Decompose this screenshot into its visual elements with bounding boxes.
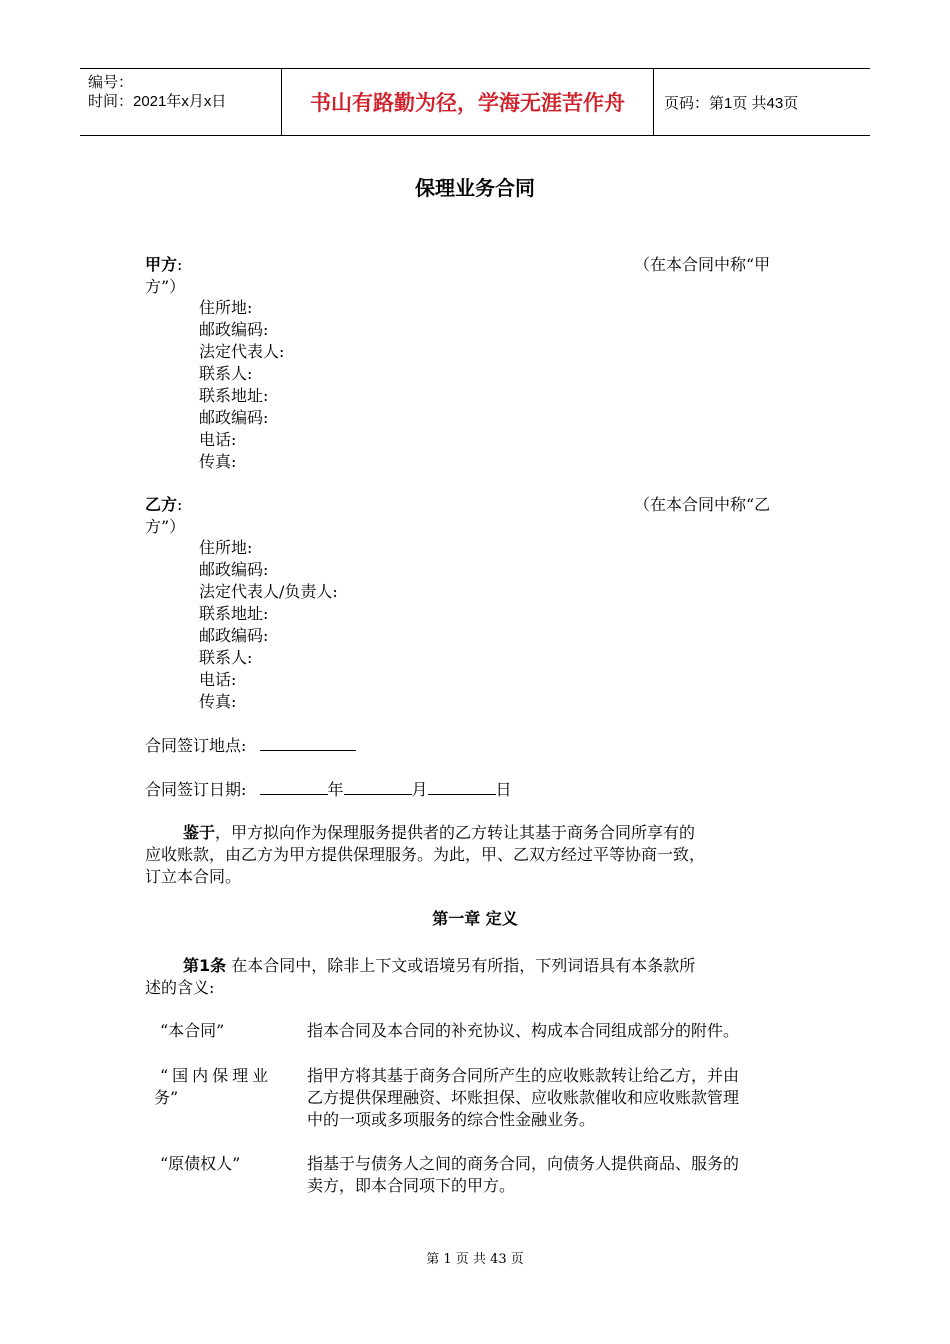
party-a-field: 联系地址: [199, 386, 269, 405]
party-a-heading: 甲方: [145, 255, 183, 274]
signing-place [145, 734, 356, 757]
signing-day-label: 日 [495, 780, 512, 799]
party-a-field: 法定代表人: [199, 342, 285, 361]
signing-place-blank[interactable] [260, 734, 356, 751]
signing-day-blank[interactable] [428, 778, 496, 795]
party-a-field: 联系人: [199, 364, 253, 383]
party-b-field: 邮政编码: [199, 560, 269, 579]
definition-text: 指甲方将其基于商务合同所产生的应收账款转让给乙方，并由 乙方提供保理融资、坏账担保、应收账款催收和应收账款管理 中的一项或多项服务的综合性金融业务。 [307, 1066, 740, 1129]
chapter-heading: 第一章 定义 [432, 909, 518, 928]
signing-place-label: 合同签订地点: [145, 736, 247, 755]
party-a-alias: （在本合同中称“甲 [634, 255, 771, 274]
header-meta [80, 69, 282, 135]
recital-line-3: 订立本合同。 [145, 867, 242, 886]
document-title: 保理业务合同 [415, 176, 535, 200]
signing-month-blank[interactable] [344, 778, 412, 795]
party-b-label: 乙方 [145, 495, 178, 514]
party-b-field: 联系人: [199, 648, 253, 667]
party-a-fields [199, 297, 284, 473]
party-a-field: 邮政编码: [199, 408, 269, 427]
party-b-field: 电话: [199, 670, 237, 689]
party-b-field: 传真: [199, 692, 237, 711]
party-a-alias-cont: 方”） [145, 277, 186, 296]
party-b-fields [199, 537, 338, 713]
definition-text: 指基于与债务人之间的商务合同，向债务人提供商品、服务的 卖方，即本合同项下的甲方。 [307, 1154, 740, 1195]
party-b-field: 邮政编码: [199, 626, 269, 645]
party-a-label: 甲方 [145, 255, 178, 274]
party-b-field: 联系地址: [199, 604, 269, 623]
definition-term: “原债权人” [160, 1154, 241, 1173]
recital-line-1: 鉴于，甲方拟向作为保理服务提供者的乙方转让其基于商务合同所享有的 [183, 823, 696, 842]
definition-term: “本合同” [160, 1021, 225, 1040]
party-a-field: 电话: [199, 430, 237, 449]
article-1-line-1: 第1条 在本合同中，除非上下文或语境另有所指，下列词语具有本条款所 [183, 956, 696, 975]
party-b-alias-cont: 方”） [145, 517, 186, 536]
recital-lead: 鉴于 [183, 823, 216, 842]
signing-month-label: 月 [411, 780, 428, 799]
header-page-info: 页码：第1页 共43页 [664, 94, 799, 112]
party-a-field: 传真: [199, 452, 237, 471]
page-header [80, 68, 870, 136]
signing-year-label: 年 [327, 780, 344, 799]
page-footer: 第 1 页 共 43 页 [426, 1252, 524, 1267]
party-b-heading: 乙方: [145, 495, 183, 514]
party-b-field: 法定代表人/负责人: [199, 582, 338, 601]
signing-year-blank[interactable] [260, 778, 328, 795]
header-motto: 书山有路勤为径，学海无涯苦作舟 [282, 69, 654, 135]
definition-term: “国内保理业 务” [154, 1066, 273, 1107]
article-1-line-2: 述的含义: [145, 978, 215, 997]
recital-line-2: 应收账款，由乙方为甲方提供保理服务。为此，甲、乙双方经过平等协商一致， [145, 845, 706, 864]
party-a-field: 邮政编码: [199, 320, 269, 339]
party-a-field: 住所地: [199, 298, 253, 317]
party-b-field: 住所地: [199, 538, 253, 557]
signing-date [145, 778, 512, 801]
party-b-alias: （在本合同中称“乙 [634, 495, 771, 514]
article-1-lead: 第1条 [183, 956, 227, 975]
document-time: 时间：2021年x月x日 [88, 93, 227, 110]
signing-date-label: 合同签订日期: [145, 780, 247, 799]
document-number-label: 编号： [88, 74, 134, 91]
definition-text: 指本合同及本合同的补充协议、构成本合同组成部分的附件。 [307, 1021, 740, 1040]
